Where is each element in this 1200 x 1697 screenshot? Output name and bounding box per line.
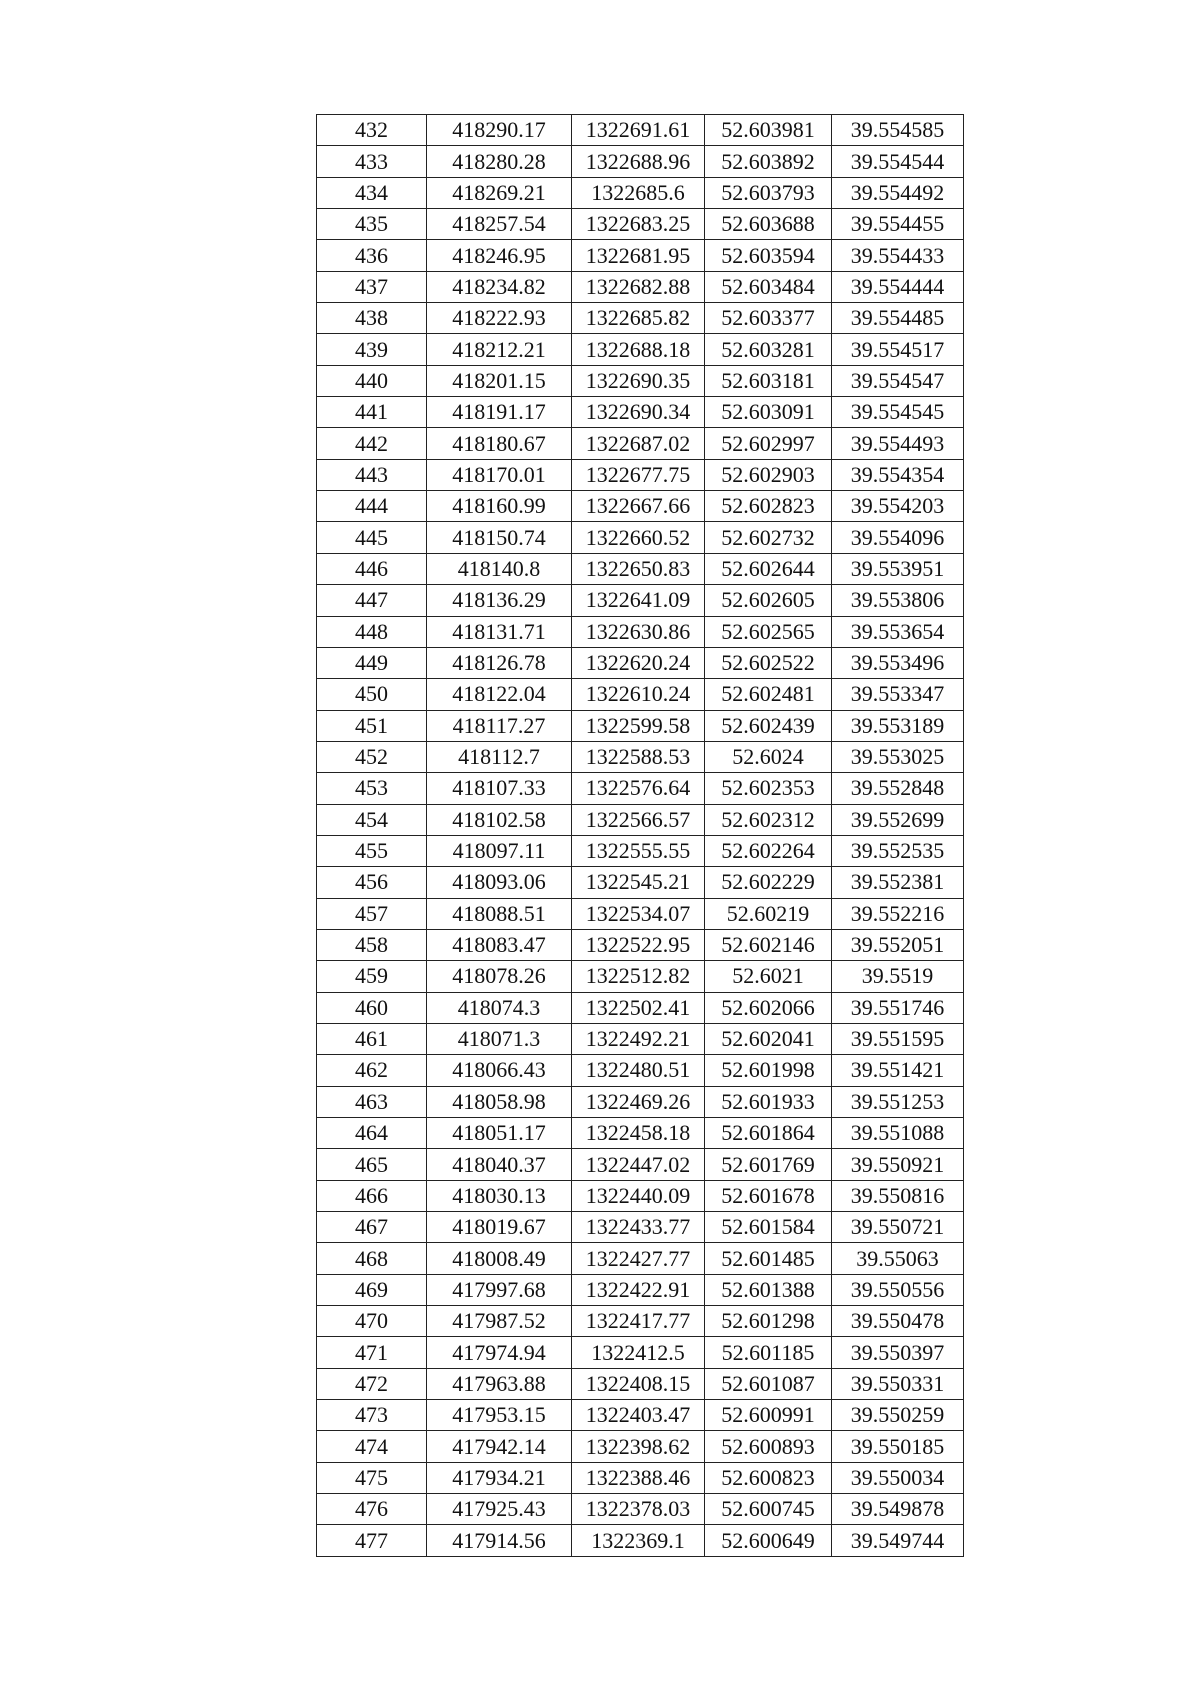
y-coordinate-cell: 1322512.82 [572,961,705,992]
point-number-cell: 462 [317,1055,427,1086]
y-coordinate-cell: 1322610.24 [572,679,705,710]
point-number-cell: 437 [317,271,427,302]
x-coordinate-cell: 418066.43 [427,1055,572,1086]
point-number-cell: 465 [317,1149,427,1180]
latitude-cell: 52.602903 [705,459,832,490]
latitude-cell: 52.602565 [705,616,832,647]
table-row [317,992,964,1023]
x-coordinate-cell: 417987.52 [427,1306,572,1337]
latitude-cell: 52.603181 [705,365,832,396]
longitude-cell: 39.551253 [832,1086,964,1117]
table-row [317,616,964,647]
table-row [317,553,964,584]
x-coordinate-cell: 418097.11 [427,835,572,866]
latitude-cell: 52.6021 [705,961,832,992]
y-coordinate-cell: 1322447.02 [572,1149,705,1180]
table-row [317,773,964,804]
longitude-cell: 39.554545 [832,397,964,428]
latitude-cell: 52.600893 [705,1431,832,1462]
longitude-cell: 39.553025 [832,741,964,772]
y-coordinate-cell: 1322502.41 [572,992,705,1023]
y-coordinate-cell: 1322408.15 [572,1368,705,1399]
latitude-cell: 52.600823 [705,1462,832,1493]
longitude-cell: 39.554493 [832,428,964,459]
y-coordinate-cell: 1322630.86 [572,616,705,647]
longitude-cell: 39.554585 [832,115,964,146]
coordinates-table-body [317,115,964,1557]
latitude-cell: 52.603793 [705,177,832,208]
y-coordinate-cell: 1322440.09 [572,1180,705,1211]
point-number-cell: 474 [317,1431,427,1462]
x-coordinate-cell: 417934.21 [427,1462,572,1493]
point-number-cell: 454 [317,804,427,835]
x-coordinate-cell: 418140.8 [427,553,572,584]
latitude-cell: 52.601678 [705,1180,832,1211]
table-row [317,177,964,208]
x-coordinate-cell: 418093.06 [427,867,572,898]
longitude-cell: 39.553189 [832,710,964,741]
x-coordinate-cell: 417925.43 [427,1494,572,1525]
latitude-cell: 52.602823 [705,491,832,522]
latitude-cell: 52.600991 [705,1400,832,1431]
y-coordinate-cell: 1322687.02 [572,428,705,459]
y-coordinate-cell: 1322422.91 [572,1274,705,1305]
longitude-cell: 39.550185 [832,1431,964,1462]
table-row [317,741,964,772]
point-number-cell: 471 [317,1337,427,1368]
latitude-cell: 52.600649 [705,1525,832,1556]
longitude-cell: 39.554096 [832,522,964,553]
y-coordinate-cell: 1322412.5 [572,1337,705,1368]
longitude-cell: 39.550721 [832,1212,964,1243]
point-number-cell: 434 [317,177,427,208]
y-coordinate-cell: 1322388.46 [572,1462,705,1493]
y-coordinate-cell: 1322685.6 [572,177,705,208]
x-coordinate-cell: 418074.3 [427,992,572,1023]
latitude-cell: 52.603484 [705,271,832,302]
point-number-cell: 458 [317,929,427,960]
longitude-cell: 39.552216 [832,898,964,929]
x-coordinate-cell: 418040.37 [427,1149,572,1180]
longitude-cell: 39.552051 [832,929,964,960]
longitude-cell: 39.554455 [832,209,964,240]
table-row [317,898,964,929]
y-coordinate-cell: 1322469.26 [572,1086,705,1117]
longitude-cell: 39.5519 [832,961,964,992]
point-number-cell: 469 [317,1274,427,1305]
y-coordinate-cell: 1322588.53 [572,741,705,772]
x-coordinate-cell: 418071.3 [427,1023,572,1054]
x-coordinate-cell: 418112.7 [427,741,572,772]
x-coordinate-cell: 418212.21 [427,334,572,365]
x-coordinate-cell: 418131.71 [427,616,572,647]
x-coordinate-cell: 418122.04 [427,679,572,710]
latitude-cell: 52.603281 [705,334,832,365]
latitude-cell: 52.601087 [705,1368,832,1399]
y-coordinate-cell: 1322641.09 [572,585,705,616]
longitude-cell: 39.554547 [832,365,964,396]
y-coordinate-cell: 1322433.77 [572,1212,705,1243]
x-coordinate-cell: 418051.17 [427,1118,572,1149]
y-coordinate-cell: 1322620.24 [572,647,705,678]
y-coordinate-cell: 1322690.34 [572,397,705,428]
point-number-cell: 451 [317,710,427,741]
latitude-cell: 52.602146 [705,929,832,960]
latitude-cell: 52.601485 [705,1243,832,1274]
y-coordinate-cell: 1322681.95 [572,240,705,271]
table-row [317,585,964,616]
x-coordinate-cell: 418234.82 [427,271,572,302]
y-coordinate-cell: 1322378.03 [572,1494,705,1525]
longitude-cell: 39.554203 [832,491,964,522]
latitude-cell: 52.601298 [705,1306,832,1337]
point-number-cell: 432 [317,115,427,146]
table-row [317,867,964,898]
table-row [317,365,964,396]
table-row [317,961,964,992]
x-coordinate-cell: 418201.15 [427,365,572,396]
longitude-cell: 39.552381 [832,867,964,898]
latitude-cell: 52.603377 [705,303,832,334]
table-row [317,1149,964,1180]
point-number-cell: 445 [317,522,427,553]
x-coordinate-cell: 418102.58 [427,804,572,835]
y-coordinate-cell: 1322660.52 [572,522,705,553]
point-number-cell: 472 [317,1368,427,1399]
point-number-cell: 435 [317,209,427,240]
point-number-cell: 438 [317,303,427,334]
latitude-cell: 52.603892 [705,146,832,177]
point-number-cell: 443 [317,459,427,490]
longitude-cell: 39.551595 [832,1023,964,1054]
latitude-cell: 52.603594 [705,240,832,271]
longitude-cell: 39.550921 [832,1149,964,1180]
y-coordinate-cell: 1322576.64 [572,773,705,804]
point-number-cell: 446 [317,553,427,584]
x-coordinate-cell: 418078.26 [427,961,572,992]
table-row [317,1086,964,1117]
table-row [317,1055,964,1086]
longitude-cell: 39.554492 [832,177,964,208]
longitude-cell: 39.552535 [832,835,964,866]
longitude-cell: 39.552699 [832,804,964,835]
x-coordinate-cell: 418126.78 [427,647,572,678]
point-number-cell: 449 [317,647,427,678]
y-coordinate-cell: 1322682.88 [572,271,705,302]
point-number-cell: 440 [317,365,427,396]
latitude-cell: 52.602605 [705,585,832,616]
longitude-cell: 39.550331 [832,1368,964,1399]
coordinates-table [316,114,964,1557]
longitude-cell: 39.554354 [832,459,964,490]
longitude-cell: 39.55063 [832,1243,964,1274]
table-row [317,1118,964,1149]
longitude-cell: 39.553496 [832,647,964,678]
table-row [317,710,964,741]
longitude-cell: 39.550259 [832,1400,964,1431]
point-number-cell: 459 [317,961,427,992]
longitude-cell: 39.553654 [832,616,964,647]
longitude-cell: 39.554433 [832,240,964,271]
latitude-cell: 52.602522 [705,647,832,678]
y-coordinate-cell: 1322458.18 [572,1118,705,1149]
x-coordinate-cell: 417974.94 [427,1337,572,1368]
x-coordinate-cell: 418083.47 [427,929,572,960]
longitude-cell: 39.550556 [832,1274,964,1305]
longitude-cell: 39.554517 [832,334,964,365]
latitude-cell: 52.602997 [705,428,832,459]
x-coordinate-cell: 417953.15 [427,1400,572,1431]
longitude-cell: 39.553806 [832,585,964,616]
latitude-cell: 52.602439 [705,710,832,741]
table-row [317,679,964,710]
latitude-cell: 52.602312 [705,804,832,835]
point-number-cell: 436 [317,240,427,271]
table-row [317,1400,964,1431]
table-row [317,240,964,271]
point-number-cell: 453 [317,773,427,804]
x-coordinate-cell: 417963.88 [427,1368,572,1399]
point-number-cell: 452 [317,741,427,772]
x-coordinate-cell: 417997.68 [427,1274,572,1305]
latitude-cell: 52.602732 [705,522,832,553]
x-coordinate-cell: 418246.95 [427,240,572,271]
latitude-cell: 52.601185 [705,1337,832,1368]
table-row [317,647,964,678]
latitude-cell: 52.603688 [705,209,832,240]
longitude-cell: 39.553347 [832,679,964,710]
y-coordinate-cell: 1322369.1 [572,1525,705,1556]
y-coordinate-cell: 1322555.55 [572,835,705,866]
y-coordinate-cell: 1322492.21 [572,1023,705,1054]
table-row [317,271,964,302]
latitude-cell: 52.602066 [705,992,832,1023]
point-number-cell: 468 [317,1243,427,1274]
point-number-cell: 456 [317,867,427,898]
point-number-cell: 439 [317,334,427,365]
y-coordinate-cell: 1322398.62 [572,1431,705,1462]
y-coordinate-cell: 1322545.21 [572,867,705,898]
y-coordinate-cell: 1322566.57 [572,804,705,835]
x-coordinate-cell: 418136.29 [427,585,572,616]
point-number-cell: 473 [317,1400,427,1431]
y-coordinate-cell: 1322650.83 [572,553,705,584]
point-number-cell: 477 [317,1525,427,1556]
table-row [317,1306,964,1337]
y-coordinate-cell: 1322417.77 [572,1306,705,1337]
x-coordinate-cell: 418107.33 [427,773,572,804]
longitude-cell: 39.551746 [832,992,964,1023]
point-number-cell: 475 [317,1462,427,1493]
latitude-cell: 52.602644 [705,553,832,584]
x-coordinate-cell: 418222.93 [427,303,572,334]
latitude-cell: 52.60219 [705,898,832,929]
x-coordinate-cell: 418088.51 [427,898,572,929]
y-coordinate-cell: 1322522.95 [572,929,705,960]
table-row [317,146,964,177]
x-coordinate-cell: 418280.28 [427,146,572,177]
latitude-cell: 52.603981 [705,115,832,146]
y-coordinate-cell: 1322688.18 [572,334,705,365]
table-row [317,1274,964,1305]
point-number-cell: 448 [317,616,427,647]
x-coordinate-cell: 418269.21 [427,177,572,208]
latitude-cell: 52.601388 [705,1274,832,1305]
x-coordinate-cell: 418019.67 [427,1212,572,1243]
point-number-cell: 464 [317,1118,427,1149]
latitude-cell: 52.601769 [705,1149,832,1180]
longitude-cell: 39.554444 [832,271,964,302]
table-row [317,1212,964,1243]
latitude-cell: 52.601584 [705,1212,832,1243]
longitude-cell: 39.550034 [832,1462,964,1493]
point-number-cell: 433 [317,146,427,177]
table-row [317,1431,964,1462]
y-coordinate-cell: 1322480.51 [572,1055,705,1086]
point-number-cell: 455 [317,835,427,866]
latitude-cell: 52.600745 [705,1494,832,1525]
latitude-cell: 52.6024 [705,741,832,772]
x-coordinate-cell: 417942.14 [427,1431,572,1462]
x-coordinate-cell: 418160.99 [427,491,572,522]
table-row [317,1243,964,1274]
y-coordinate-cell: 1322403.47 [572,1400,705,1431]
table-row [317,1462,964,1493]
latitude-cell: 52.603091 [705,397,832,428]
y-coordinate-cell: 1322690.35 [572,365,705,396]
y-coordinate-cell: 1322685.82 [572,303,705,334]
table-row [317,1337,964,1368]
point-number-cell: 470 [317,1306,427,1337]
longitude-cell: 39.551421 [832,1055,964,1086]
latitude-cell: 52.602353 [705,773,832,804]
y-coordinate-cell: 1322667.66 [572,491,705,522]
longitude-cell: 39.550397 [832,1337,964,1368]
longitude-cell: 39.550816 [832,1180,964,1211]
table-row [317,115,964,146]
y-coordinate-cell: 1322688.96 [572,146,705,177]
table-row [317,397,964,428]
table-row [317,1180,964,1211]
table-row [317,428,964,459]
x-coordinate-cell: 418257.54 [427,209,572,240]
latitude-cell: 52.602264 [705,835,832,866]
x-coordinate-cell: 418150.74 [427,522,572,553]
point-number-cell: 463 [317,1086,427,1117]
x-coordinate-cell: 418058.98 [427,1086,572,1117]
point-number-cell: 476 [317,1494,427,1525]
x-coordinate-cell: 418191.17 [427,397,572,428]
point-number-cell: 460 [317,992,427,1023]
point-number-cell: 467 [317,1212,427,1243]
point-number-cell: 442 [317,428,427,459]
table-row [317,1023,964,1054]
table-row [317,1368,964,1399]
y-coordinate-cell: 1322691.61 [572,115,705,146]
longitude-cell: 39.550478 [832,1306,964,1337]
table-row [317,835,964,866]
table-row [317,522,964,553]
longitude-cell: 39.549744 [832,1525,964,1556]
latitude-cell: 52.602229 [705,867,832,898]
table-row [317,1525,964,1556]
point-number-cell: 447 [317,585,427,616]
latitude-cell: 52.602481 [705,679,832,710]
table-row [317,491,964,522]
x-coordinate-cell: 417914.56 [427,1525,572,1556]
point-number-cell: 457 [317,898,427,929]
table-row [317,929,964,960]
longitude-cell: 39.551088 [832,1118,964,1149]
longitude-cell: 39.553951 [832,553,964,584]
y-coordinate-cell: 1322534.07 [572,898,705,929]
y-coordinate-cell: 1322599.58 [572,710,705,741]
x-coordinate-cell: 418170.01 [427,459,572,490]
x-coordinate-cell: 418117.27 [427,710,572,741]
table-row [317,209,964,240]
x-coordinate-cell: 418180.67 [427,428,572,459]
y-coordinate-cell: 1322677.75 [572,459,705,490]
point-number-cell: 461 [317,1023,427,1054]
table-row [317,1494,964,1525]
y-coordinate-cell: 1322683.25 [572,209,705,240]
table-row [317,334,964,365]
longitude-cell: 39.554485 [832,303,964,334]
latitude-cell: 52.601933 [705,1086,832,1117]
point-number-cell: 444 [317,491,427,522]
latitude-cell: 52.601998 [705,1055,832,1086]
x-coordinate-cell: 418030.13 [427,1180,572,1211]
x-coordinate-cell: 418290.17 [427,115,572,146]
longitude-cell: 39.549878 [832,1494,964,1525]
latitude-cell: 52.602041 [705,1023,832,1054]
x-coordinate-cell: 418008.49 [427,1243,572,1274]
y-coordinate-cell: 1322427.77 [572,1243,705,1274]
table-row [317,804,964,835]
point-number-cell: 466 [317,1180,427,1211]
table-row [317,303,964,334]
table-row [317,459,964,490]
latitude-cell: 52.601864 [705,1118,832,1149]
longitude-cell: 39.554544 [832,146,964,177]
point-number-cell: 441 [317,397,427,428]
longitude-cell: 39.552848 [832,773,964,804]
point-number-cell: 450 [317,679,427,710]
